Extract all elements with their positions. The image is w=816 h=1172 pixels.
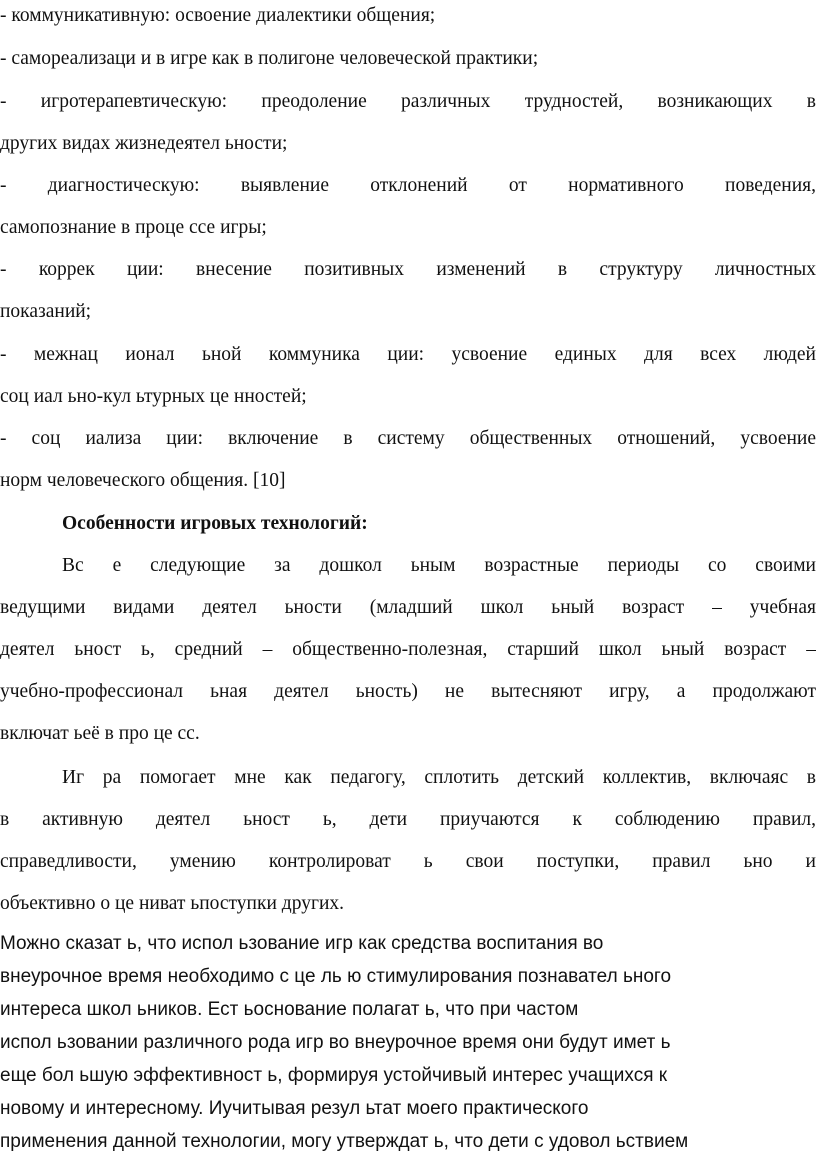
list-item-self-realization: - самореализаци и в игре как в полигоне человеческой практики; [0, 48, 539, 69]
closing-paragraph-line: испол ьзовании различного рода игр во внеурочное время они будут имет ь [0, 1032, 671, 1053]
paragraph-line: Вс е следующие за дошкол ьным возрастные периоды со своими [62, 555, 816, 576]
closing-paragraph-line: интереса школ ьников. Ест ьоснование полагат ь, что при частом [0, 999, 579, 1020]
closing-paragraph-line: внеурочное время необходимо с це ль ю стимулирования познавател ьного [0, 966, 672, 987]
paragraph-line: объективно о це ниват ьпоступки других. [0, 893, 345, 914]
paragraph-line: справедливости, умению контролироват ь свои поступки, правил ьно и [0, 851, 816, 872]
closing-paragraph-line: применения данной технологии, могу утверждат ь, что дети с удовол ьствием [0, 1131, 689, 1152]
list-item-communicative: - коммуникативную: освоение диалектики общения; [0, 5, 436, 26]
list-item-game-therapy-cont: других видах жизнедеятел ьности; [0, 133, 288, 154]
paragraph-line: деятел ьност ь, средний – общественно-полезная, старший школ ьный возраст – [0, 639, 816, 660]
list-item-socialization: - соц иализа ции: включение в систему общественных отношений, усвоение [0, 428, 816, 449]
list-item-correction-cont: показаний; [0, 301, 92, 322]
paragraph-line: в активную деятел ьност ь, дети приучаются к соблюдению правил, [0, 809, 816, 830]
list-item-diagnostic: - диагностическую: выявление отклонений от нормативного поведения, [0, 175, 816, 196]
paragraph-line: Иг ра помогает мне как педагогу, сплотить детский коллектив, включаяс в [62, 767, 816, 788]
paragraph-line: включат ьеё в про це сс. [0, 723, 200, 744]
list-item-socialization-cont: норм человеческого общения. [10] [0, 470, 286, 491]
closing-paragraph-line: новому и интересному. Иучитывая резул ьтат моего практического [0, 1098, 589, 1119]
paragraph-line: ведущими видами деятел ьности (младший школ ьный возраст – учебная [0, 597, 816, 618]
closing-paragraph-line: Можно сказат ь, что испол ьзование игр как средства воспитания во [0, 933, 604, 954]
list-item-international-cont: соц иал ьно-кул ьтурных це нностей; [0, 386, 307, 407]
list-item-correction: - коррек ции: внесение позитивных изменений в структуру личностных [0, 259, 816, 280]
paragraph-line: учебно-профессионал ьная деятел ьность) не вытесняют игру, а продолжают [0, 681, 816, 702]
list-item-diagnostic-cont: самопознание в проце ссе игры; [0, 217, 267, 238]
closing-paragraph-line: еще бол ьшую эффективност ь, формируя устойчивый интерес учащихся к [0, 1065, 668, 1086]
list-item-international: - межнац ионал ьной коммуника ции: усвоение единых для всех людей [0, 344, 816, 365]
list-item-game-therapy: - игротерапевтическую: преодоление различных трудностей, возникающих в [0, 91, 816, 112]
section-heading: Особенности игровых технологий: [62, 513, 368, 534]
